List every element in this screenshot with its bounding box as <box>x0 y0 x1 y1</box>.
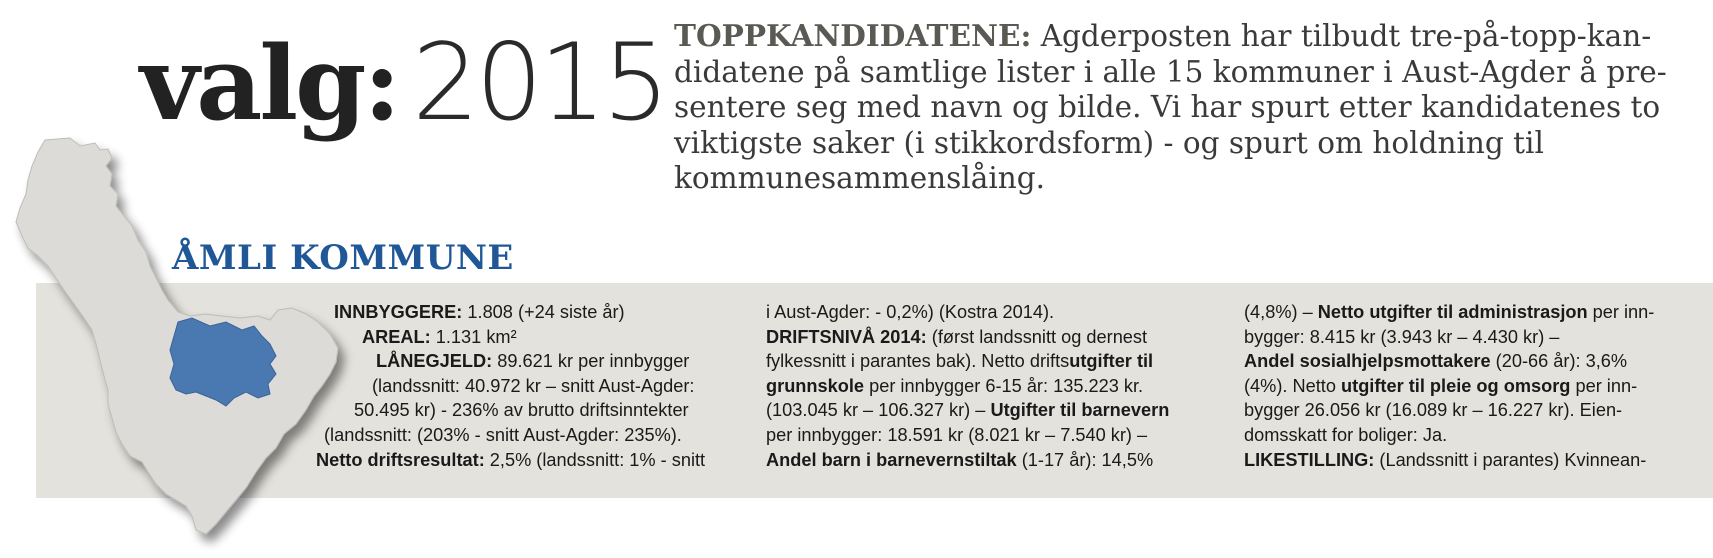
kommune-heading: ÅMLI KOMMUNE <box>172 238 514 278</box>
fact-line: grunnskole per innbygger 6-15 år: 135.223 kr. <box>766 375 1144 396</box>
fact-line: per innbygger: 18.591 kr (8.021 kr – 7.540 kr) – <box>766 424 1148 445</box>
fact-line: bygger 26.056 kr (16.089 kr – 16.227 kr). Eien- <box>1244 400 1623 421</box>
fact-line: INNBYGGERE: 1.808 (+24 siste år) <box>334 302 625 322</box>
fact-line: AREAL: 1.131 km² <box>362 326 517 347</box>
fact-line: fylkessnitt i parantes bak). Netto driftsutgifter til <box>766 351 1154 372</box>
fact-line: (landssnitt: 40.972 kr – snitt Aust-Agder: <box>372 375 695 396</box>
intro-text: Agderposten har tilbudt tre-på-topp-kan-didatene på samtlige lister i alle 15 kommuner i Aust-Agder å pre-sentere seg med navn og bilde. Vi har spurt etter kandidatenes to viktigste saker (i stikkordsform) - og spurt om holdning til kommunesammenslåing. <box>674 19 1667 195</box>
facts-column-1 <box>310 300 750 472</box>
fact-line: Netto driftsresultat: 2,5% (landssnitt: 1% - snitt <box>316 449 706 470</box>
facts-column-2 <box>766 300 1216 472</box>
fact-line: (103.045 kr – 106.327 kr) – Utgifter til barnevern <box>766 400 1170 421</box>
fact-line: Andel barn i barnevernstiltak (1-17 år): 14,5% <box>766 449 1154 470</box>
fact-line: 50.495 kr) - 236% av brutto driftsinntekter <box>354 400 689 421</box>
title-year: 2015 <box>412 21 666 144</box>
intro-lead: TOPPKANDIDATENE: <box>674 18 1032 53</box>
fact-line: LIKESTILLING: (Landssnitt i parantes) Kvinnean- <box>1244 449 1647 470</box>
fact-line: domsskatt for boliger: Ja. <box>1244 424 1448 445</box>
intro-paragraph <box>674 18 1704 197</box>
fact-line: bygger: 8.415 kr (3.943 kr – 4.430 kr) – <box>1244 326 1560 347</box>
title-valg: valg: <box>140 24 399 144</box>
fact-line: (4%). Netto utgifter til pleie og omsorg per inn- <box>1244 375 1638 396</box>
fact-line: (landssnitt: (203% - snitt Aust-Agder: 235%). <box>324 424 682 445</box>
fact-line: Andel sosialhjelpsmottakere (20-66 år): 3,6% <box>1244 351 1628 372</box>
fact-line: DRIFTSNIVÅ 2014: (først landssnitt og dernest <box>766 326 1148 347</box>
fact-line: (4,8%) – Netto utgifter til administrasjon per inn- <box>1244 302 1655 322</box>
page-title <box>140 21 666 144</box>
facts-column-3 <box>1244 300 1704 472</box>
fact-line: LÅNEGJELD: 89.621 kr per innbygger <box>376 351 690 372</box>
fact-line: i Aust-Agder: - 0,2%) (Kostra 2014). <box>766 302 1055 322</box>
